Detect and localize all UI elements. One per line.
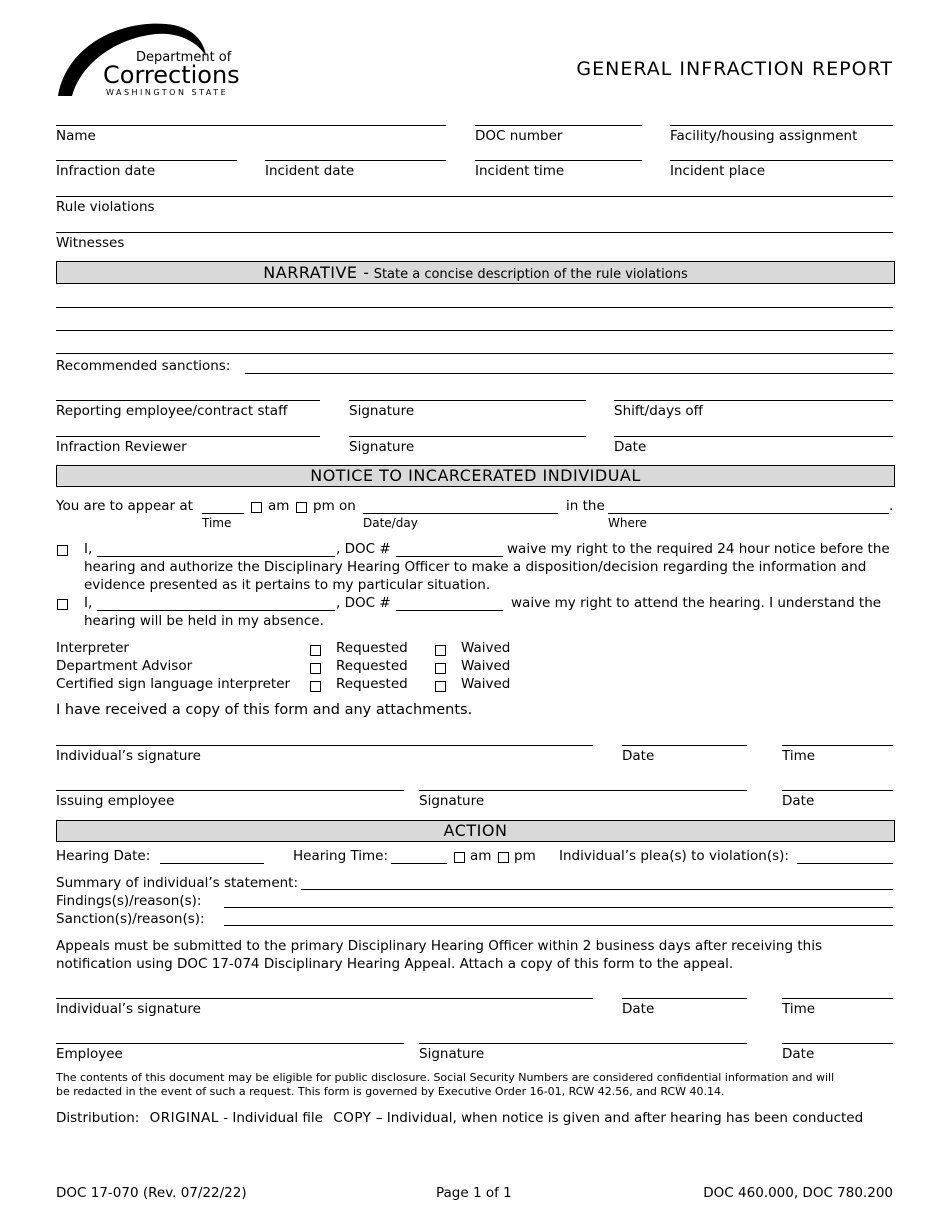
advisor-label: Department Advisor (56, 658, 193, 674)
hearing-time-input[interactable] (391, 863, 447, 864)
notice-individual-time[interactable]: Time (782, 748, 816, 764)
action-date-field[interactable]: Date (782, 1046, 815, 1062)
appear-where-input[interactable] (608, 513, 889, 514)
received-copy-text: I have received a copy of this form and any attachments. (56, 702, 473, 718)
incident-date-field[interactable]: Incident date (265, 163, 355, 179)
plea-input[interactable] (797, 863, 893, 864)
shift-days-off-field[interactable]: Shift/days off (614, 403, 703, 419)
disclosure-text-b: be redacted in the event of such a request. This form is governed by Executive Order 16-01, RCW 42.56, and RCW 40.14. (56, 1085, 725, 1098)
footer-page: Page 1 of 1 (436, 1185, 512, 1201)
reporting-employee-field[interactable]: Reporting employee/contract staff (56, 403, 288, 419)
distribution-line (56, 1110, 863, 1126)
narrative-line[interactable] (56, 307, 893, 308)
action-individual-signature[interactable]: Individual’s signature (56, 1001, 201, 1017)
sign-language-requested-checkbox[interactable] (310, 681, 321, 692)
narrative-line[interactable] (56, 330, 893, 331)
interpreter-requested-label: Requested (336, 640, 408, 656)
hearing-pm-checkbox[interactable] (498, 852, 509, 863)
waiver2-name-input[interactable] (97, 610, 335, 611)
disclosure-text-a: The contents of this document may be eligible for public disclosure. Social Security Numbers are considered confidential information and will (56, 1071, 835, 1084)
distribution-label: Distribution: (56, 1110, 140, 1126)
recommended-sanctions-input[interactable] (245, 373, 893, 374)
interpreter-requested-checkbox[interactable] (310, 645, 321, 656)
action-header: ACTION (56, 820, 895, 842)
distribution-copy-text: – Individual, when notice is given and after hearing has been conducted (375, 1110, 864, 1126)
advisor-waived-label: Waived (461, 658, 511, 674)
appear-time-input[interactable] (202, 513, 244, 514)
narrative-title: NARRATIVE - (263, 263, 370, 282)
waiver2-text-a: waive my right to attend the hearing. I understand the (511, 595, 882, 611)
advisor-waived-checkbox[interactable] (435, 663, 446, 674)
waiver1-name-input[interactable] (97, 556, 335, 557)
summary-input[interactable] (301, 889, 893, 890)
advisor-requested-label: Requested (336, 658, 408, 674)
appear-pm-label: pm on (313, 498, 356, 514)
infraction-reviewer-field[interactable]: Infraction Reviewer (56, 439, 187, 455)
hearing-date-label: Hearing Date: (56, 848, 151, 864)
distribution-original: ORIGINAL (149, 1110, 219, 1126)
interpreter-waived-checkbox[interactable] (435, 645, 446, 656)
time-sublabel: Time (202, 516, 232, 530)
infraction-date-field[interactable]: Infraction date (56, 163, 156, 179)
action-signature-field[interactable]: Signature (419, 1046, 485, 1062)
logo-line2: Corrections (103, 61, 240, 89)
appear-date-input[interactable] (363, 513, 558, 514)
waiver1-text-a: waive my right to the required 24 hour notice before the (507, 541, 890, 557)
in-the-label: in the (566, 498, 605, 514)
appeals-text-b: notification using DOC 17-074 Disciplinary Hearing Appeal. Attach a copy of this form to the appeal. (56, 956, 734, 972)
hearing-am-label: am (470, 848, 492, 864)
notice-individual-date[interactable]: Date (622, 748, 655, 764)
issuing-date-field[interactable]: Date (782, 793, 815, 809)
sign-language-waived-checkbox[interactable] (435, 681, 446, 692)
appear-am-checkbox[interactable] (251, 502, 262, 513)
page-title: GENERAL INFRACTION REPORT (576, 58, 893, 80)
incident-place-field[interactable]: Incident place (670, 163, 766, 179)
hearing-time-label: Hearing Time: (293, 848, 389, 864)
findings-input[interactable] (224, 907, 893, 908)
where-sublabel: Where (608, 516, 647, 530)
date-sublabel: Date/day (363, 516, 418, 530)
waiver1-doc: , DOC # (336, 541, 391, 557)
notice-header: NOTICE TO INCARCERATED INDIVIDUAL (56, 465, 895, 487)
waiver2-i: I, (84, 595, 93, 611)
action-individual-date[interactable]: Date (622, 1001, 655, 1017)
sign-language-requested-label: Requested (336, 676, 408, 692)
incident-time-field[interactable]: Incident time (475, 163, 565, 179)
issuing-signature-field[interactable]: Signature (419, 793, 485, 809)
recommended-sanctions-label: Recommended sanctions: (56, 358, 231, 374)
waiver1-i: I, (84, 541, 93, 557)
advisor-requested-checkbox[interactable] (310, 663, 321, 674)
hearing-date-input[interactable] (160, 863, 264, 864)
distribution-copy: COPY (333, 1110, 372, 1126)
appeals-text-a: Appeals must be submitted to the primary Disciplinary Hearing Officer within 2 business days after receiving this (56, 938, 822, 954)
waiver2-doc: , DOC # (336, 595, 391, 611)
hearing-pm-label: pm (514, 848, 536, 864)
logo-line3: WASHINGTON STATE (106, 88, 229, 97)
logo-line1: Department of (136, 50, 232, 65)
name-field[interactable]: Name (56, 128, 96, 144)
waiver2-doc-input[interactable] (396, 610, 503, 611)
summary-label: Summary of individual’s statement: (56, 875, 299, 891)
appear-pm-checkbox[interactable] (296, 502, 307, 513)
notice-individual-signature[interactable]: Individual’s signature (56, 748, 201, 764)
footer-policy: DOC 460.000, DOC 780.200 (703, 1185, 893, 1201)
sign-language-waived-label: Waived (461, 676, 511, 692)
footer-form-id: DOC 17-070 (Rev. 07/22/22) (56, 1185, 247, 1201)
findings-label: Findings(s)/reason(s): (56, 893, 202, 909)
doc-number-field[interactable]: DOC number (475, 128, 563, 144)
sanction-reasons-label: Sanction(s)/reason(s): (56, 911, 205, 927)
appear-period: . (889, 498, 894, 514)
reviewer-signature-field[interactable]: Signature (349, 439, 415, 455)
action-individual-time[interactable]: Time (782, 1001, 816, 1017)
appear-am-label: am (268, 498, 290, 514)
distribution-original-text: - Individual file (223, 1110, 323, 1126)
reviewer-date-field[interactable]: Date (614, 439, 647, 455)
hearing-am-checkbox[interactable] (454, 852, 465, 863)
waiver1-text-b: hearing and authorize the Disciplinary Hearing Officer to make a disposition/decision regarding the information and (84, 559, 867, 575)
issuing-employee-field[interactable]: Issuing employee (56, 793, 175, 809)
waiver1-doc-input[interactable] (396, 556, 503, 557)
narrative-header (56, 261, 895, 284)
narrative-subtitle: State a concise description of the rule violations (373, 267, 688, 282)
rule-violations-field[interactable]: Rule violations (56, 199, 155, 215)
reporting-signature-field[interactable]: Signature (349, 403, 415, 419)
waiver2-text-b: hearing will be held in my absence. (84, 613, 324, 629)
waiver-attend-checkbox[interactable] (57, 599, 68, 610)
plea-label: Individual’s plea(s) to violation(s): (559, 848, 789, 864)
witnesses-field[interactable]: Witnesses (56, 235, 125, 251)
appear-label: You are to appear at (56, 498, 193, 514)
sanction-reasons-input[interactable] (224, 925, 893, 926)
doc-logo (56, 18, 256, 98)
interpreter-waived-label: Waived (461, 640, 511, 656)
interpreter-label: Interpreter (56, 640, 129, 656)
sign-language-label: Certified sign language interpreter (56, 676, 291, 692)
facility-field[interactable]: Facility/housing assignment (670, 128, 858, 144)
waiver-notice-checkbox[interactable] (57, 545, 68, 556)
waiver1-text-c: evidence presented as it pertains to my particular situation. (84, 577, 491, 593)
action-employee-field[interactable]: Employee (56, 1046, 123, 1062)
narrative-line[interactable] (56, 353, 893, 354)
